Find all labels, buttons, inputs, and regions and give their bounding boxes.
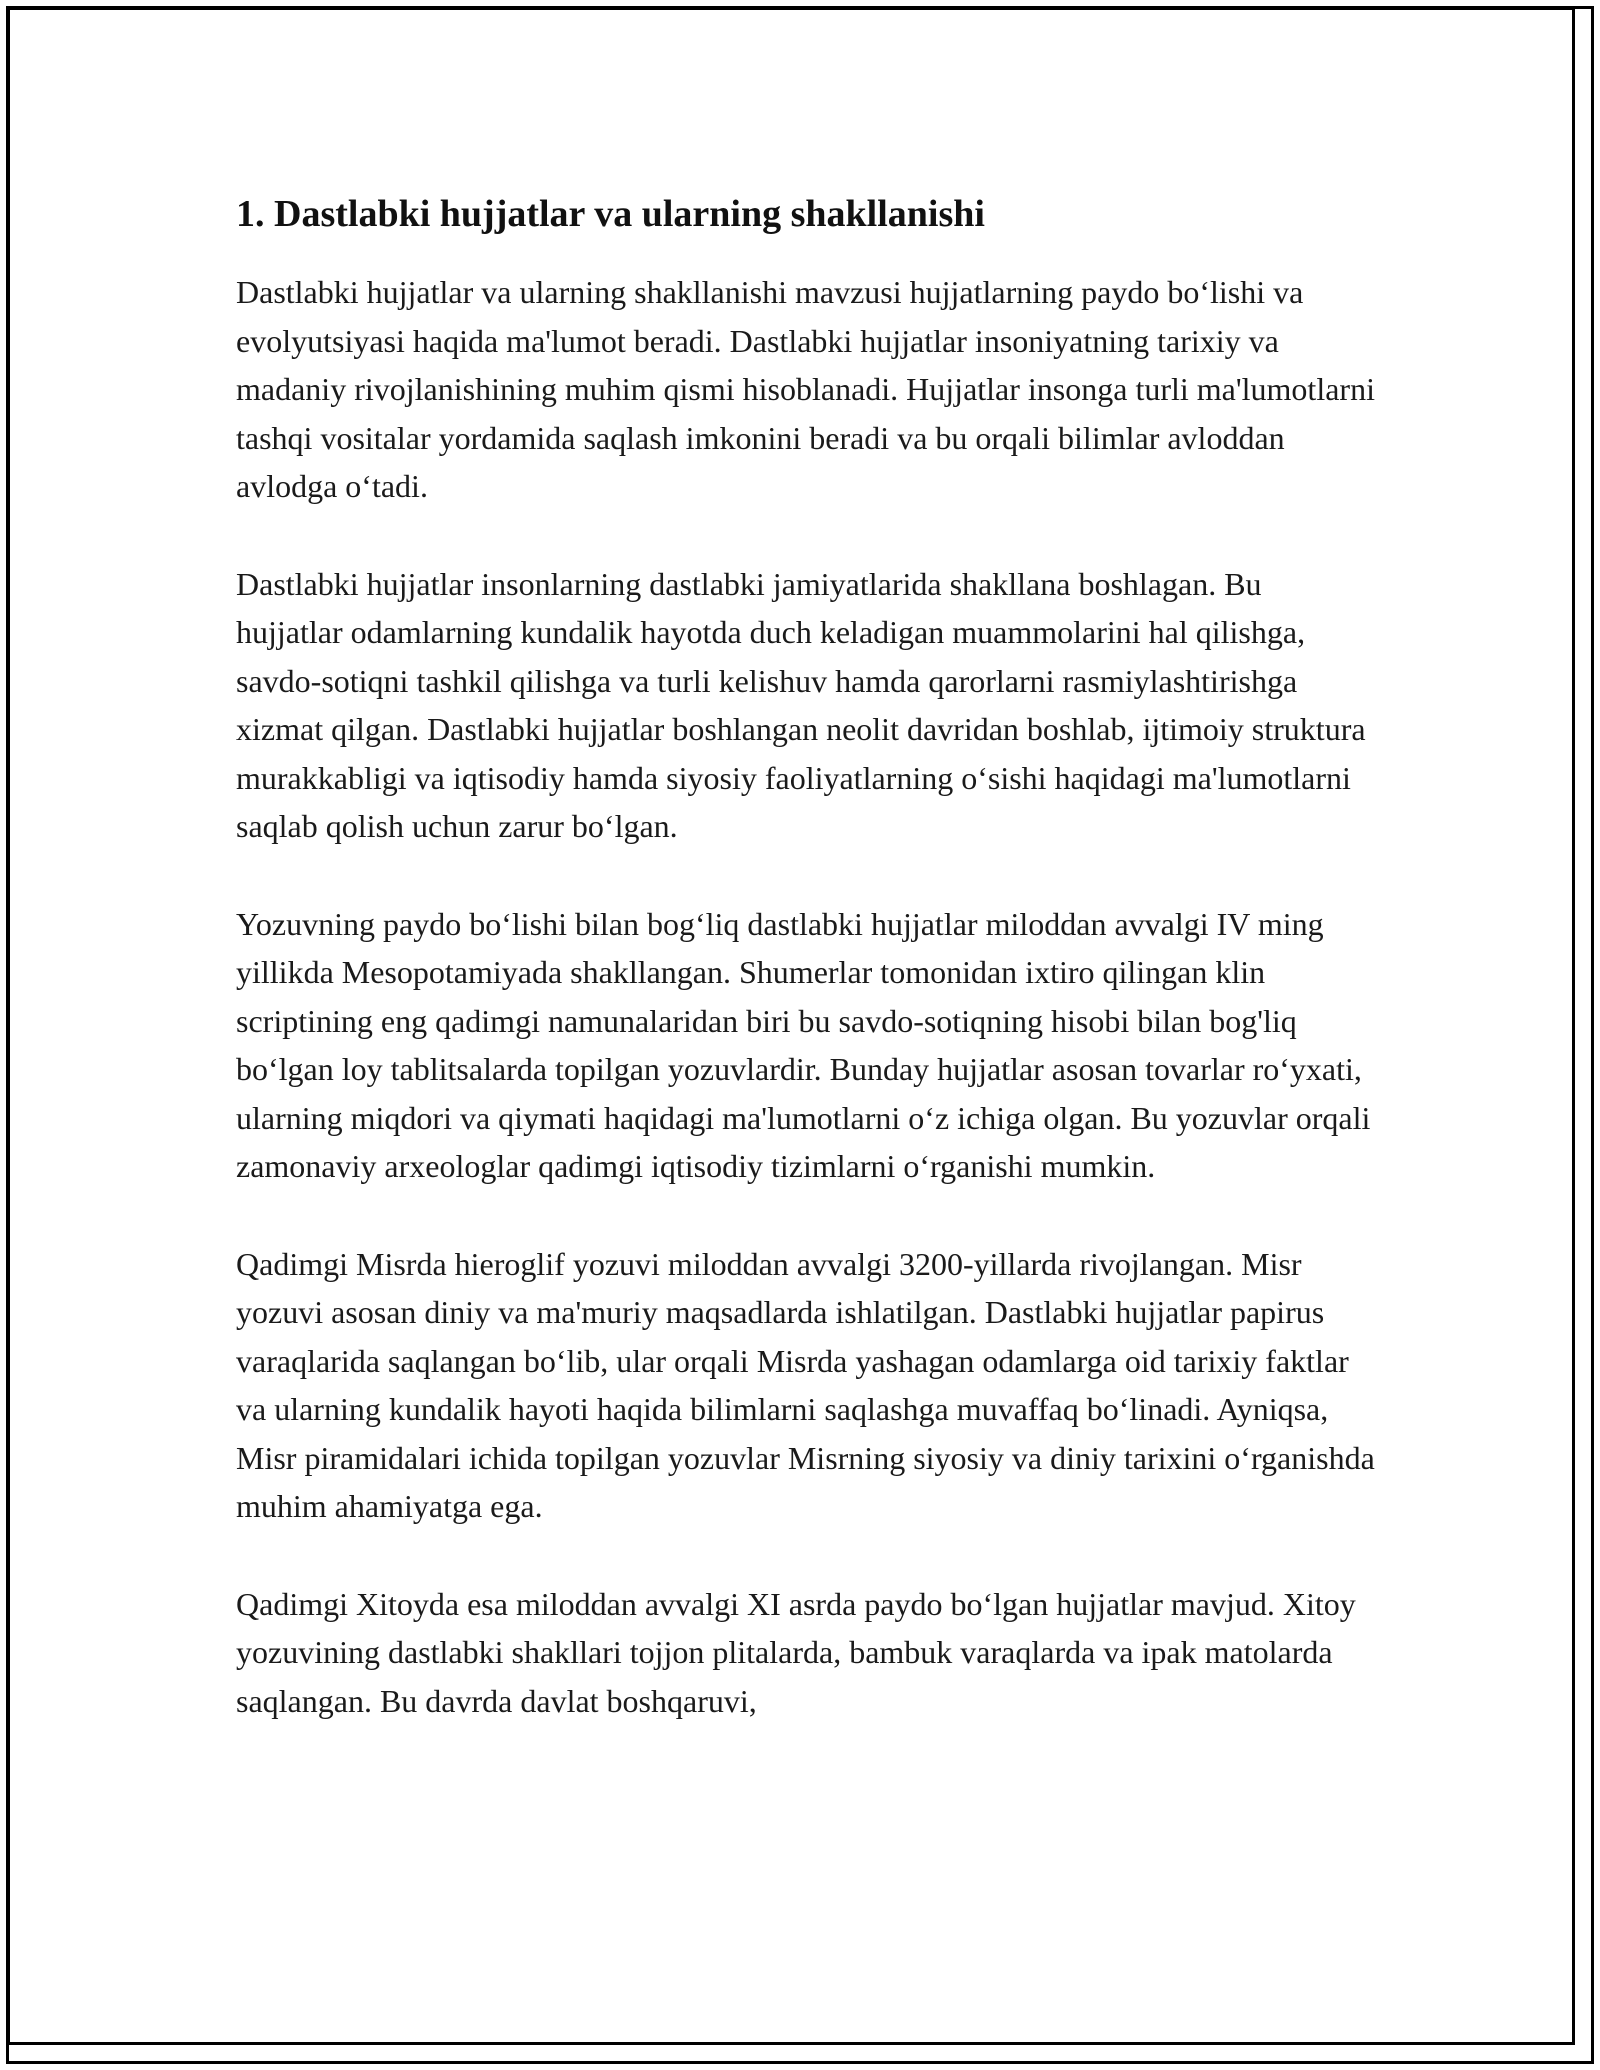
paragraph-2: Dastlabki hujjatlar insonlarning dastlabki jamiyatlarida shakllana boshlagan. Bu hujjatlar odamlarning kundalik hayotda duch keladigan muammolarini hal qilishga, savdo-sotiqni tashkil qilishga va turli kelishuv hamda qarorlarni rasmiylashtirishga xizmat qilgan. Dastlabki hujjatlar boshlangan neolit davridan boshlab, ijtimoiy struktura murakkabligi va iqtisodiy hamda siyosiy faoliyatlarning o‘sishi haqidagi ma'lumotlarni saqlab qolish uchun zarur bo‘lgan.	[236, 565, 1366, 844]
paragraph-4: Qadimgi Misrda hieroglif yozuvi miloddan avvalgi 3200-yillarda rivojlangan. Misr yozuvi asosan diniy va ma'muriy maqsadlarda ishlatilgan. Dastlabki hujjatlar papirus varaqlarida saqlangan bo‘lib, ular orqali Misrda yashagan odamlarga oid tarixiy faktlar va ularning kundalik hayoti haqida bilimlarni saqlashga muvaffaq bo‘linadi. Ayniqsa, Misr piramidalari ichida topilgan yozuvlar Misrning siyosiy va diniy tarixini o‘rganishda muhim ahamiyatga ega.	[236, 1245, 1375, 1524]
paragraph-3: Yozuvning paydo bo‘lishi bilan bog‘liq dastlabki hujjatlar miloddan avvalgi IV ming yillikda Mesopotamiyada shakllangan. Shumerlar tomonidan ixtiro qilingan klin scriptining eng qadimgi namunalaridan biri bu savdo-sotiqning hisobi bilan bog'liq bo‘lgan loy tablitsalarda topilgan yozuvlardir. Bunday hujjatlar asosan tovarlar ro‘yxati, ularning miqdori va qiymati haqidagi ma'lumotlarni o‘z ichiga olgan. Bu yozuvlar orqali zamonaviy arxeologlar qadimgi iqtisodiy tizimlarni o‘rganishi mumkin.	[236, 905, 1371, 1184]
document-body	[236, 186, 1376, 1774]
section-heading: 1. Dastlabki hujjatlar va ularning shakllanishi	[236, 193, 985, 235]
paragraph-1: Dastlabki hujjatlar va ularning shakllanishi mavzusi hujjatlarning paydo bo‘lishi va evolyutsiyasi haqida ma'lumot beradi. Dastlabki hujjatlar insoniyatning tarixiy va madaniy rivojlanishining muhim qismi hisoblanadi. Hujjatlar insonga turli ma'lumotlarni tashqi vositalar yordamida saqlash imkonini beradi va bu orqali bilimlar avloddan avlodga o‘tadi.	[236, 274, 1375, 504]
paragraph-5: Qadimgi Xitoyda esa miloddan avvalgi XI asrda paydo bo‘lgan hujjatlar mavjud. Xitoy yozuvining dastlabki shakllari tojjon plitalarda, bambuk varaqlarda va ipak matolarda saqlangan. Bu davrda davlat boshqaruvi,	[236, 1585, 1356, 1719]
